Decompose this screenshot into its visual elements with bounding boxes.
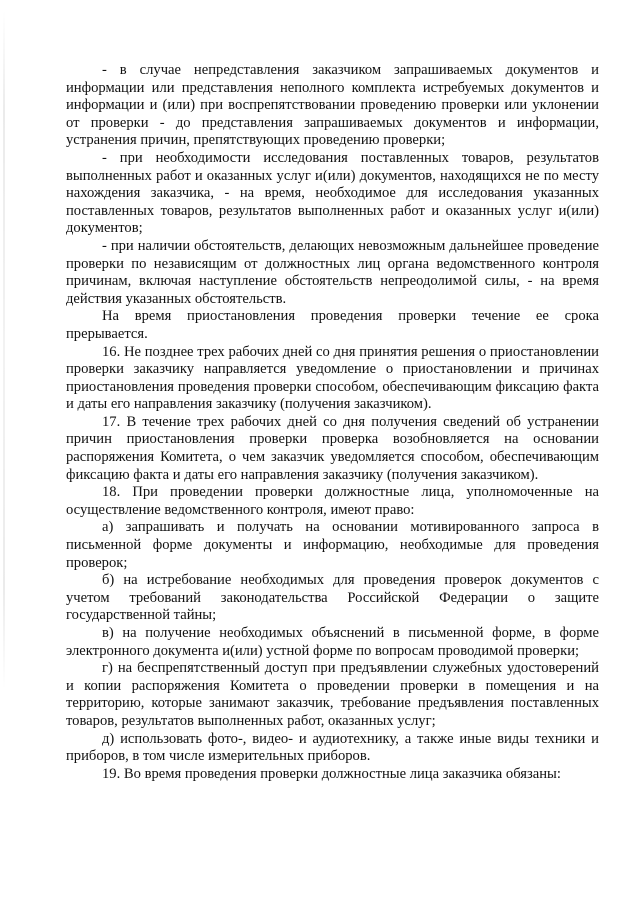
document-body — [66, 62, 599, 783]
paragraph-18-g: г) на беспрепятственный доступ при предъявлении служебных удостоверений и копии распоряжения Комитета о проведении проверки в помещения и на территорию, которые занимают заказчик, требование предъявления поставленных товаров, результатов выполненных работ, оказанных услуг; — [66, 660, 599, 729]
paragraph-suspension-documents: - в случае непредставления заказчиком запрашиваемых документов и информации или представления неполного комплекта истребуемых документов и информации и (или) при воспрепятствовании проведению проверки или уклонении от проверки - до представления запрашиваемых документов и информации, устранения причин, препятствующих проведению проверки; — [66, 62, 599, 149]
paragraph-19: 19. Во время проведения проверки должностные лица заказчика обязаны: — [102, 765, 561, 782]
paragraph-18-b: б) на истребование необходимых для проведения проверок документов с учетом требований законодательства Российской Федерации о защите государственной тайны; — [66, 572, 599, 624]
paragraph-18-d: д) использовать фото-, видео- и аудиотехнику, а также иные виды техники и приборов, в том числе измерительных приборов. — [66, 730, 599, 765]
paragraph-18: 18. При проведении проверки должностные лица, уполномоченные на осуществление ведомственного контроля, имеют право: — [66, 484, 599, 518]
paragraph-18-a: а) запрашивать и получать на основании мотивированного запроса в письменной форме документы и информацию, необходимые для проведения проверок; — [66, 519, 599, 571]
paragraph-suspension-research: - при необходимости исследования поставленных товаров, результатов выполненных работ и оказанных услуг и(или) документов, находящихся не по месту нахождения заказчика, - на время, необходимое для исследования указанных поставленных товаров, результатов выполненных работ и оказанных услуг и(или) документов; — [66, 149, 599, 237]
scan-margin-shadow — [3, 10, 5, 690]
paragraph-suspension-force-majeure: - при наличии обстоятельств, делающих невозможным дальнейшее проведение проверки по независящим от должностных лиц органа ведомственного контроля причинам, включая наступление обстоятельств непреодолимой силы, - на время действия указанных обстоятельств. — [66, 237, 599, 307]
paragraph-17: 17. В течение трех рабочих дней со дня получения сведений об устранении причин приостановления проверки проверка возобновляется на основании распоряжения Комитета, о чем заказчик уведомляется способом, обеспечивающим фиксацию факта и даты его направления заказчику (получения заказчиком). — [66, 413, 599, 483]
paragraph-18-v: в) на получение необходимых объяснений в письменной форме, в форме электронного документа и(или) устной форме по вопросам проводимой проверки; — [66, 625, 599, 659]
paragraph-16: 16. Не позднее трех рабочих дней со дня принятия решения о приостановлении проверки заказчику направляется уведомление о приостановлении и причинах приостановления проведения проверки способом, обеспечивающим фиксацию факта и даты его направления заказчику (получения заказчиком). — [66, 343, 599, 413]
paragraph-term-interrupted: На время приостановления проведения проверки течение ее срока прерывается. — [66, 308, 599, 342]
